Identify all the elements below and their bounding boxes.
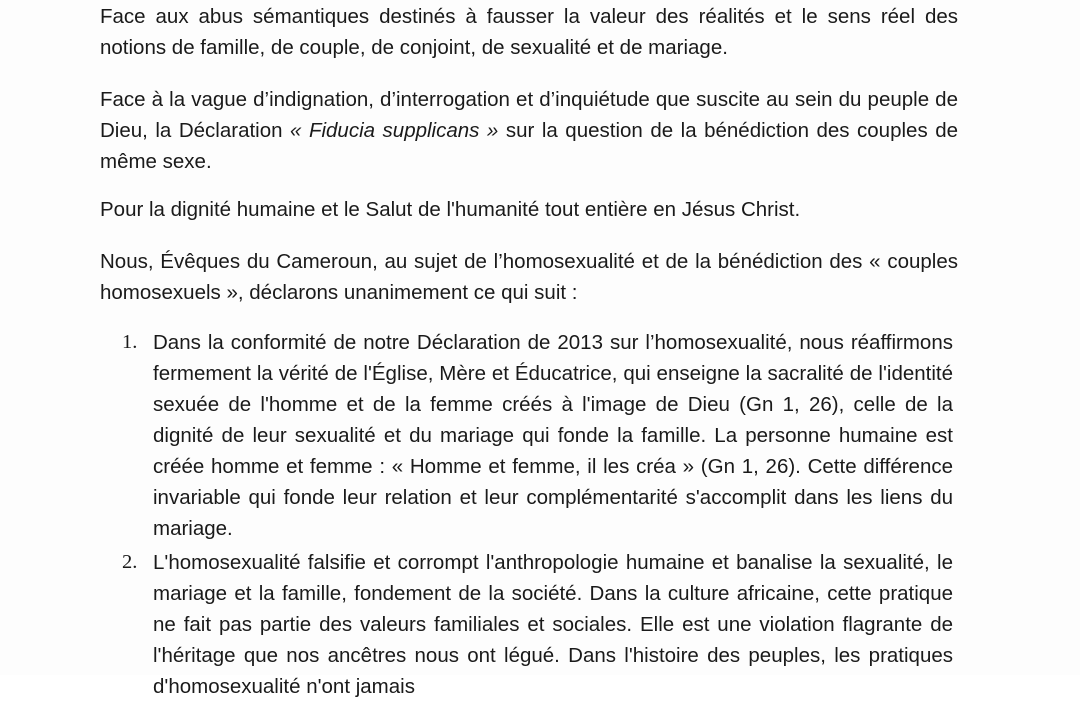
list-item-text: L'homosexualité falsifie et corrompt l'anthropologie humaine et banalise la sexualité, le mariage et la famille, fondement de la société. Dans la culture africaine, cette pratique ne fait pas partie des valeurs familiales et sociales. Elle est une violation flagrante de l'héritage que nos ancêtres nous ont légué. Dans l'histoire des peuples, les pratiques d'homosexualité n'ont jamais (153, 551, 953, 698)
paragraph-text: Pour la dignité humaine et le Salut de l'humanité tout entière en Jésus Christ. (100, 198, 801, 221)
paragraph-semantic-abuses (100, 1, 958, 63)
paragraph-human-dignity (100, 194, 958, 225)
list-item-text: Dans la conformité de notre Déclaration de 2013 sur l’homosexualité, nous réaffirmons fermement la vérité de l'Église, Mère et Éducatrice, qui enseigne la sacralité de l'identité sexuée de l'homme et de la femme créés à l'image de Dieu (Gn 1, 26), celle de la dignité de leur sexualité et du mariage qui fonde la famille. La personne humaine est créée homme et femme : « Homme et femme, il les créa » (Gn 1, 26). Cette différence invariable qui fonde leur relation et leur complémentarité s'accomplit dans les liens du mariage. (153, 331, 953, 540)
paragraph-text: Nous, Évêques du Cameroun, au sujet de l’homosexualité et de la bénédiction des « couples homosexuels », déclarons unanimement ce qui suit : (100, 250, 958, 304)
paragraph-bishops-declare (100, 246, 958, 308)
paragraph-text: Face aux abus sémantiques destinés à fausser la valeur des réalités et le sens réel des notions de famille, de couple, de conjoint, de sexualité et de mariage. (100, 5, 958, 59)
list-item-number: 2. (122, 551, 138, 573)
declaration-title-italic: « Fiducia supplicans » (290, 119, 499, 142)
list-item-number: 1. (122, 331, 138, 353)
paragraph-indignation (100, 84, 958, 177)
paragraph-text-before: Face à la vague d’indignation, d’interrogation et d’inquiétude que suscite au sein du peuple de Dieu, la Déclaration (100, 88, 958, 142)
paragraph-text-after: sur la question de la bénédiction des couples de même sexe. (100, 119, 959, 173)
